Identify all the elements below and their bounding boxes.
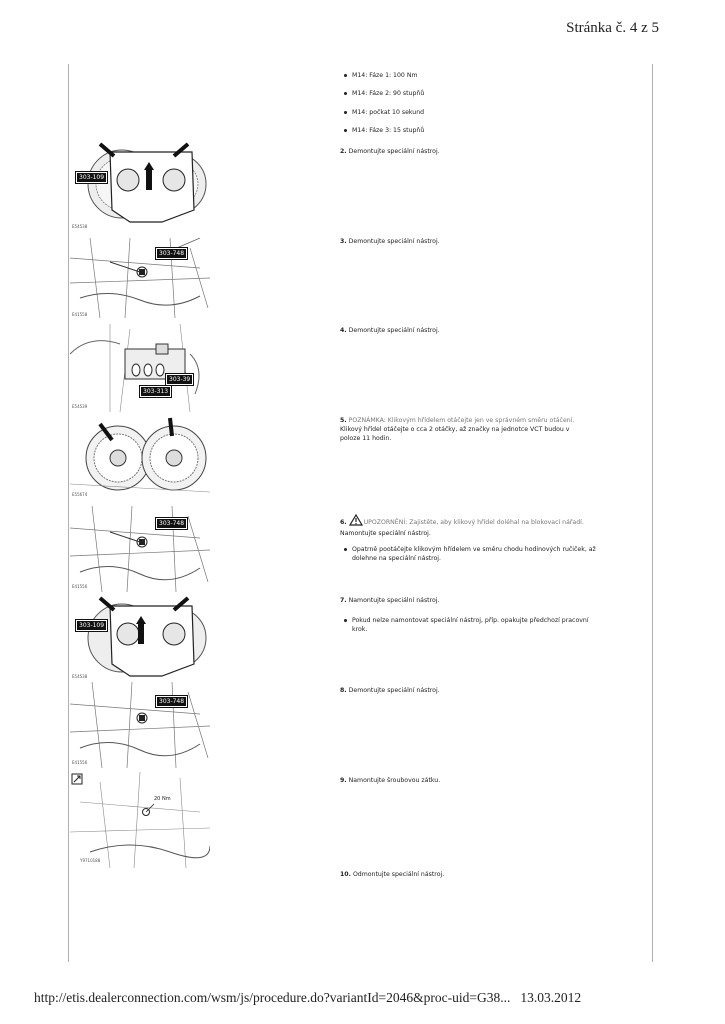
right-frame-line <box>652 64 653 962</box>
warning-icon <box>349 514 363 529</box>
footer-url: http://etis.dealerconnection.com/wsm/js/procedure.do?variantId=2046&proc-uid=G38... <box>34 990 511 1005</box>
step-number: 2. <box>340 148 347 155</box>
tool-number-tag: 303-109 <box>76 620 107 631</box>
figure-code: E41558 <box>72 312 88 317</box>
bullet-text: dolehne na speciální nástroj. <box>352 555 441 562</box>
step-number: 6. <box>340 519 347 526</box>
figure-code: E55674 <box>72 492 88 497</box>
torque-bullet: M14: Fáze 3: 15 stupňů <box>352 126 642 135</box>
step-9 <box>340 776 645 785</box>
figure-code: E41556 <box>72 584 88 589</box>
left-frame-line <box>68 64 69 962</box>
tool-number-tag: 303-748 <box>156 696 187 707</box>
figure-crank-pin-install <box>70 506 210 592</box>
torque-bullet: M14: Fáze 2: 90 stupňů <box>352 89 642 98</box>
figure-locking-tool <box>70 140 210 232</box>
step-number: 4. <box>340 327 347 334</box>
warning-text: Zajistěte, aby klikový hřídel doléhal na blokovací nářadí. <box>409 519 584 526</box>
figure-code: E41556 <box>72 760 88 765</box>
figure-code: E54539 <box>72 404 88 409</box>
step-text: Demontujte speciální nástroj. <box>348 687 440 694</box>
step-number: 10. <box>340 871 351 878</box>
figure-vct-marks <box>70 414 210 500</box>
step-text: Namontujte speciální nástroj. <box>340 530 431 537</box>
figure-crank-pin <box>70 238 210 318</box>
torque-value: 20 Nm <box>154 796 171 802</box>
tool-number-tag: 303-748 <box>156 518 187 529</box>
note-label: POZNÁMKA: <box>348 417 386 424</box>
bullet-text: Pokud nelze namontovat speciální nástroj, příp. opakujte předchozí pracovní <box>352 617 589 624</box>
warning-label: UPOZORNĚNÍ: <box>363 519 408 526</box>
torque-bullet: M14: Fáze 1: 100 Nm <box>352 71 642 80</box>
step-6-bullet <box>352 545 642 563</box>
tool-number-tag: 303-313 <box>140 386 171 397</box>
tool-number-tag: 303-109 <box>76 172 107 183</box>
step-number: 5. <box>340 417 347 424</box>
step-10 <box>340 870 645 879</box>
bullet-text: Opatrně pootáčejte klikovým hřídelem ve směru chodu hodinových ručiček, až <box>352 546 596 553</box>
step-text: Demontujte speciální nástroj. <box>348 238 440 245</box>
torque-bullet: M14: počkat 10 sekund <box>352 108 642 117</box>
figure-code: E54538 <box>72 674 88 679</box>
step-5 <box>340 416 645 443</box>
step-text: Namontujte speciální nástroj. <box>348 597 440 604</box>
step-8 <box>340 686 645 695</box>
figure-crank-pin-remove <box>70 682 210 768</box>
tool-number-tag: 303-39 <box>166 374 193 385</box>
step-number: 3. <box>340 238 347 245</box>
note-text: Klikovým hřídelem otáčejte jen ve správném směru otáčení. <box>387 417 575 424</box>
step-7-bullet <box>352 616 642 634</box>
step-text: Namontujte šroubovou zátku. <box>348 777 441 784</box>
step-6 <box>340 514 645 538</box>
step-number: 9. <box>340 777 347 784</box>
step-4 <box>340 326 645 335</box>
figure-locking-tool-install <box>70 594 210 684</box>
step-3 <box>340 237 645 246</box>
step-text: Demontujte speciální nástroj. <box>348 327 440 334</box>
tool-number-tag: 303-748 <box>156 248 187 259</box>
footer <box>34 990 694 1006</box>
figure-tools-39-313 <box>70 324 210 412</box>
step-text: Demontujte speciální nástroj. <box>348 148 440 155</box>
step-text: Odmontujte speciální nástroj. <box>352 871 445 878</box>
step-2 <box>340 147 645 156</box>
step-text: Klikový hřídel otáčejte o cca 2 otáčky, až značky na jednotce VCT budou v <box>340 426 570 433</box>
step-text: poloze 11 hodin. <box>340 435 392 442</box>
step-number: 8. <box>340 687 347 694</box>
figure-code: E54538 <box>72 224 88 229</box>
step-number: 7. <box>340 597 347 604</box>
footer-date: 13.03.2012 <box>520 990 582 1005</box>
figure-code: Y9710188 <box>80 858 101 863</box>
page-number: Stránka č. 4 z 5 <box>566 20 659 36</box>
bullet-text: krok. <box>352 626 368 633</box>
figure-plug-bolt <box>70 772 210 868</box>
step-7 <box>340 596 645 605</box>
